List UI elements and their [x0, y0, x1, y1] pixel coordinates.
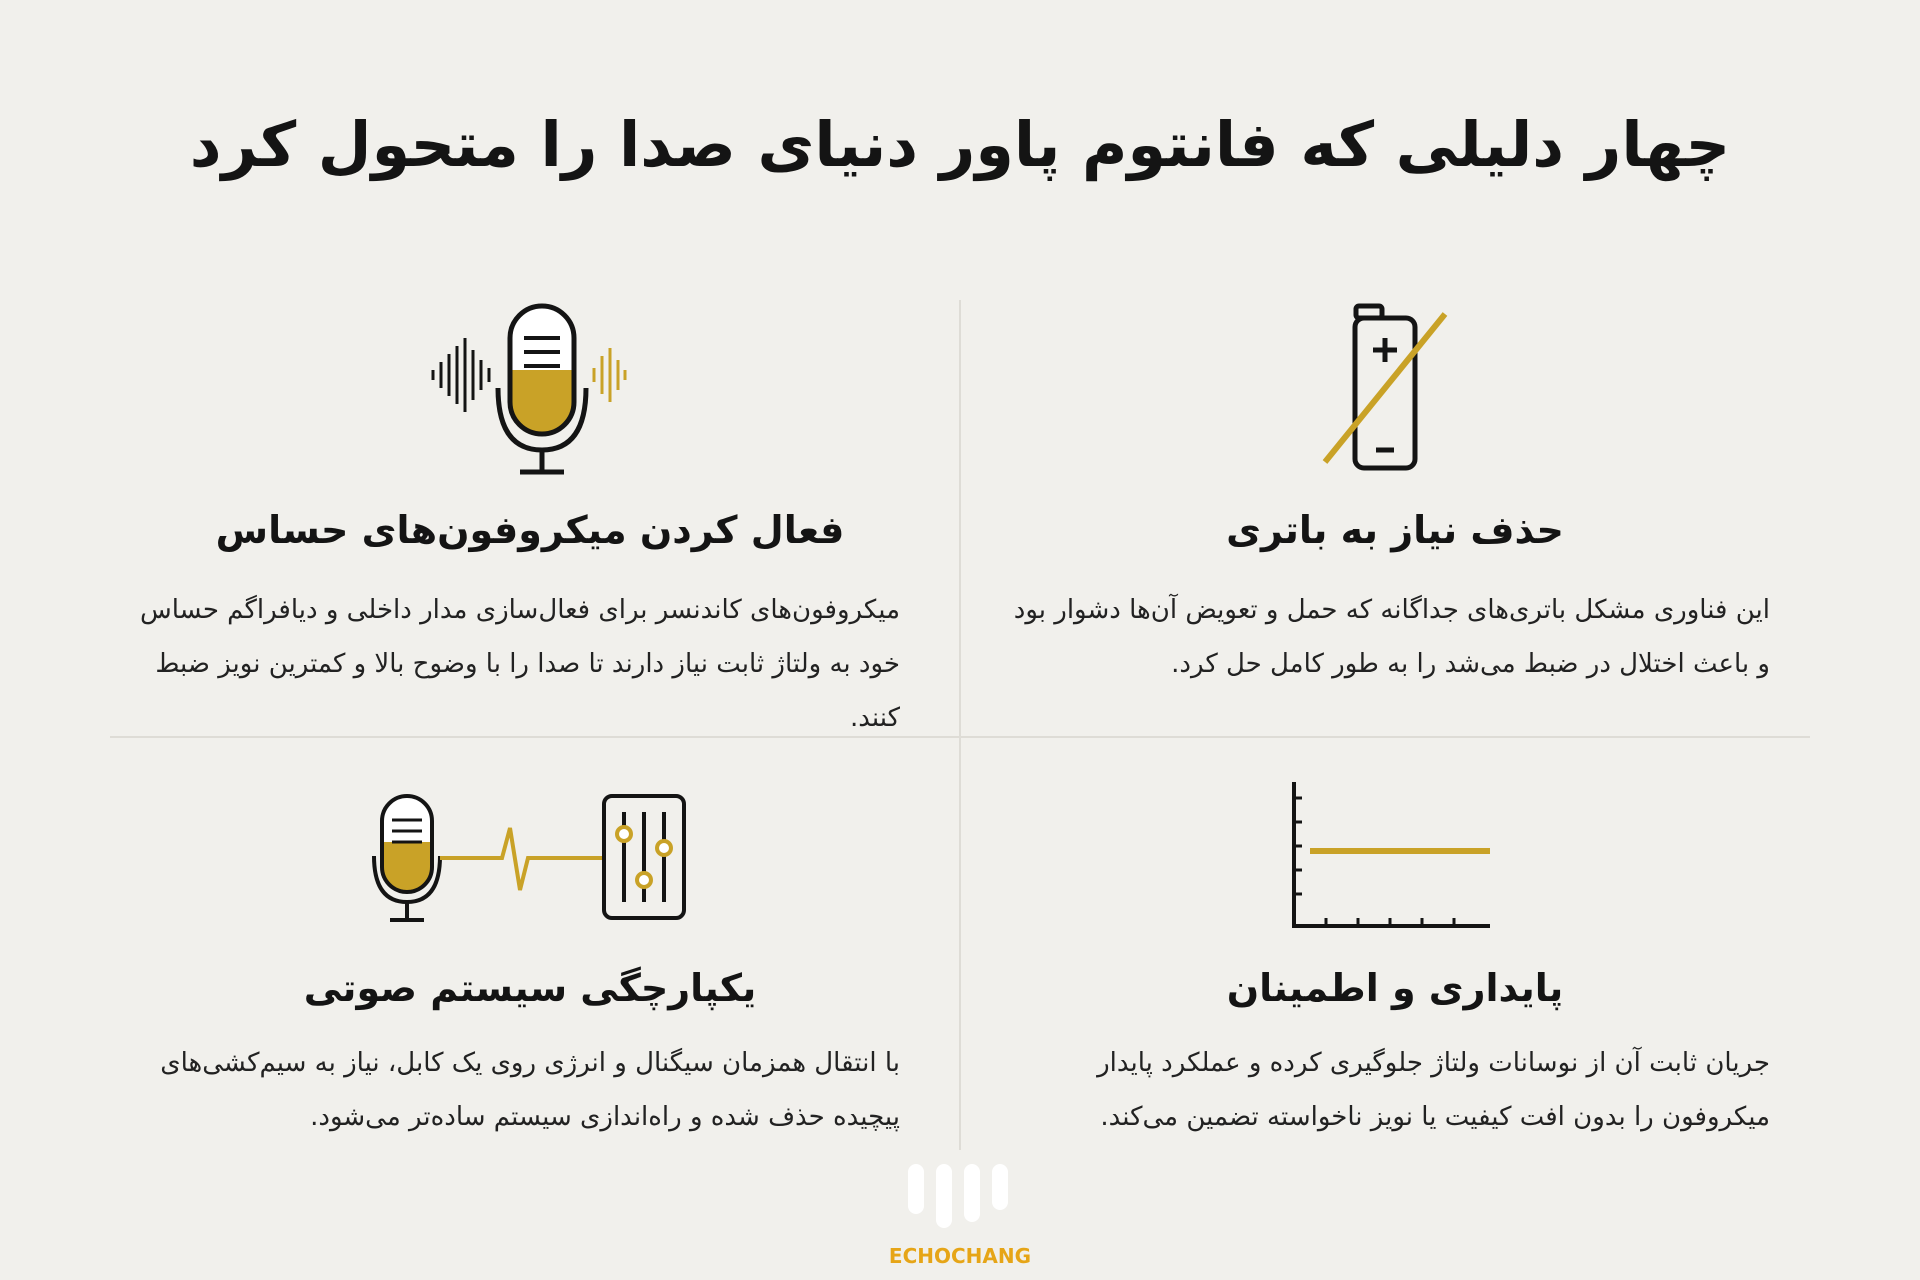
microphone-mixer-icon: [372, 790, 692, 926]
card-heading: فعال کردن میکروفون‌های حساس: [215, 508, 845, 552]
card-description: میکروفون‌های کاندنسر برای فعال‌سازی مدار داخلی و دیافراگم حساس خود به ولتاژ ثابت نیاز دارند تا صدا را با وضوح بالا و کمترین نویز ضبط کنند.: [139, 595, 900, 733]
page-title: چهار دلیلی که فانتوم پاور دنیای صدا را متحول کرد: [189, 108, 1731, 181]
vertical-divider: [959, 300, 961, 1150]
card-description: جریان ثابت آن از نوسانات ولتاژ جلوگیری کرده و عملکرد پایدار میکروفون را بدون افت کیفیت یا نویز ناخواسته تضمین می‌کند.: [1097, 1048, 1770, 1132]
echochang-logo-text: ECHOCHANG: [888, 1244, 1032, 1268]
card-heading: حذف نیاز به باتری: [1226, 508, 1564, 552]
card-heading: پایداری و اطمینان: [1226, 966, 1564, 1010]
flat-line-graph-icon: [1286, 778, 1496, 934]
echochang-logo-mark: [900, 1160, 1020, 1242]
card-description: با انتقال همزمان سیگنال و انرژی روی یک کابل، نیاز به سیم‌کشی‌های پیچیده حذف شده و راه‌اندازی سیستم ساده‌تر می‌شود.: [160, 1048, 900, 1132]
card-description: این فناوری مشکل باتری‌های جداگانه که حمل و تعویض آن‌ها دشوار بود و باعث اختلال در ضبط می‌شد را به طور کامل حل کرد.: [1013, 595, 1770, 679]
microphone-soundwave-icon: [428, 298, 628, 478]
card-heading: یکپارچگی سیستم صوتی: [303, 966, 757, 1010]
battery-crossed-icon: [1310, 300, 1470, 480]
